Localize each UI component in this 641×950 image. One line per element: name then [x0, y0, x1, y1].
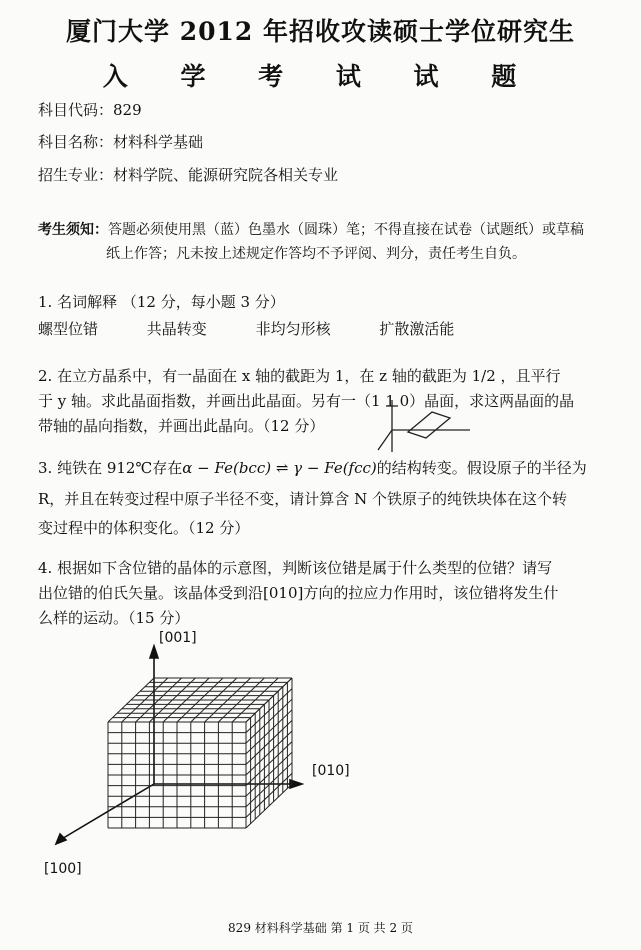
q1-term: 共晶转变 [146, 320, 207, 338]
notice-label: 考生须知： [38, 222, 108, 238]
enrollment-major: 招生专业：材料学院、能源研究院各相关专业 [38, 166, 339, 184]
question-3 [38, 456, 618, 541]
subject-code: 科目代码：829 [38, 101, 142, 119]
axis-100-line [60, 784, 154, 840]
axis-label-100: [100] [44, 861, 82, 877]
q2-line2: 于 y 轴。求此晶面指数，并画出此晶面。另有一（1 1 0）晶面，求这两晶面的晶 [38, 392, 575, 410]
notice-line2: 纸上作答；凡未按上述规定作答均不予评阅、判分，责任考生自负。 [106, 246, 526, 262]
q3-post: 的结构转变。假设原子的半径为 [376, 459, 587, 477]
q3-line3: 变过程中的体积变化。（12 分） [38, 519, 250, 537]
axis-label-001: [001] [159, 630, 197, 646]
q4-line1: 4. 根据如下含位错的晶体的示意图，判断该位错是属于什么类型的位错？请写 [38, 559, 553, 577]
q4-line2: 出位错的伯氏矢量。该晶体受到沿[010]方向的拉应力作用时，该位错将发生什 [38, 584, 559, 602]
axis-100-arrowhead [56, 834, 66, 844]
q3-pre: 3. 纯铁在 912℃存在 [38, 459, 183, 477]
exam-title: 厦门大学 2012 年招收攻读硕士学位研究生 [66, 17, 575, 46]
q1-terms [38, 318, 498, 339]
q2-line1: 2. 在立方晶系中，有一晶面在 x 轴的截距为 1，在 z 轴的截距为 1/2 ，且平行 [38, 367, 561, 385]
exam-subtitle: 入 学 考 试 试 题 [102, 62, 539, 91]
q3-formula: α − Fe(bcc) ⇌ γ − Fe(fcc) [182, 459, 377, 477]
q4-line3: 么样的运动。（15 分） [38, 609, 190, 627]
q1-term: 扩散激活能 [379, 320, 455, 338]
q1-term: 非均匀形核 [255, 320, 331, 338]
exam-notice [38, 218, 616, 266]
q1-term: 螺型位错 [38, 320, 99, 338]
page-footer: 829 材料科学基础 第 1 页 共 2 页 [228, 921, 413, 935]
subject-name: 科目名称：材料科学基础 [38, 133, 204, 151]
question-2 [38, 364, 618, 439]
axis-label-010: [010] [312, 763, 350, 779]
q1-title: 1. 名词解释 （12 分，每小题 3 分） [38, 293, 285, 311]
notice-line1: 答题必须使用黑（蓝）色墨水（圆珠）笔；不得直接在试卷（试题纸）或草稿 [108, 222, 584, 238]
q2-sketch [370, 392, 480, 462]
q3-line2: R，并且在转变过程中原子半径不变，请计算含 N 个铁原子的纯铁块体在这个转 [38, 490, 567, 508]
axis-001-arrowhead [150, 646, 158, 658]
q2-line3: 带轴的晶向指数，并画出此晶向。（12 分） [38, 417, 325, 435]
